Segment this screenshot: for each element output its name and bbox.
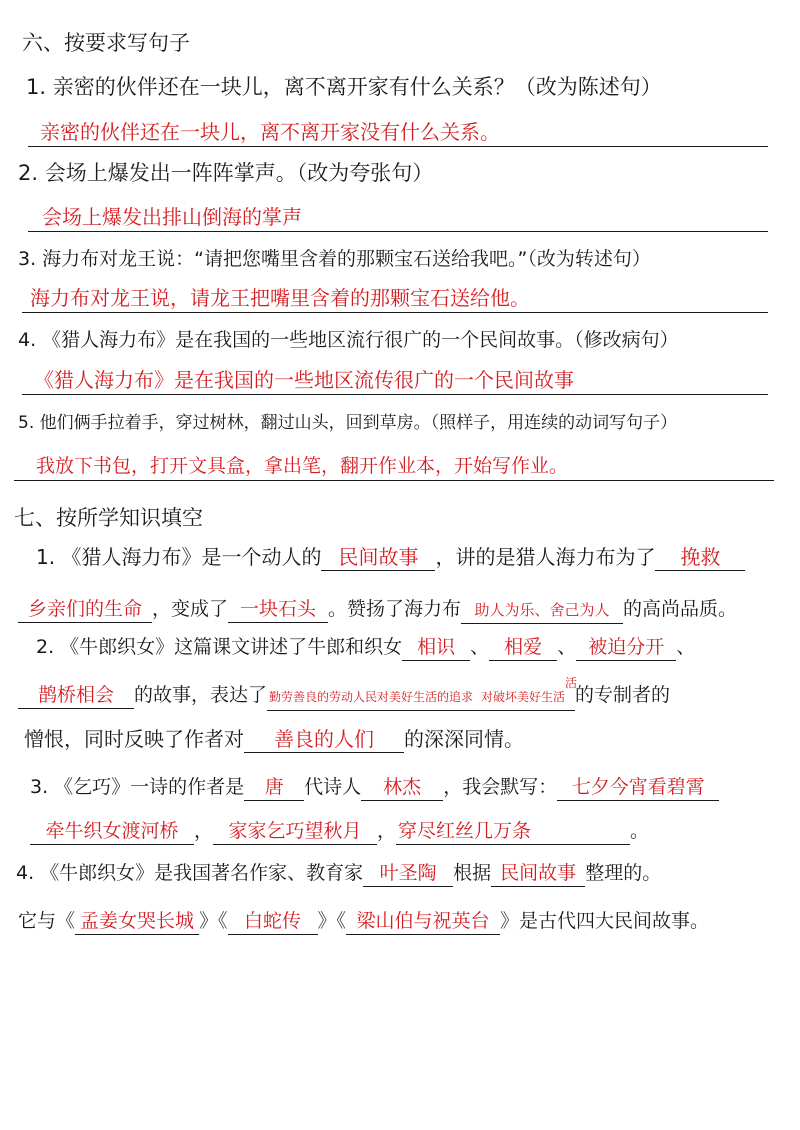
- s6-q5-answer: 我放下书包，打开文具盒，拿出笔，翻开作业本，开始写作业。: [36, 455, 569, 477]
- s7-q1-prefix: 1. 《猎人海力布》是一个动人的: [36, 545, 322, 569]
- s7-q2-blank-love: 相爱: [489, 634, 557, 661]
- s7-q4-sep1: 》《: [199, 910, 228, 932]
- s7-q1-blank-villagers: 乡亲们的生命: [18, 596, 152, 623]
- s7-q3-blank-line2: 牵牛织女渡河桥: [30, 818, 194, 845]
- s7-q3-blank-author: 林杰: [361, 774, 443, 801]
- s7-q3-end: 。: [630, 820, 650, 842]
- s7-q1-mid: ，讲的是猎人海力布为了: [435, 545, 656, 569]
- s7-q2-line2: [18, 676, 800, 711]
- s7-q2-line3: [24, 724, 800, 754]
- s7-q1-blank-stone: 一块石头: [228, 596, 328, 623]
- s7-q3-poet: 代诗人: [304, 776, 362, 798]
- s6-q2-answer-line: [28, 231, 768, 232]
- s7-q2-sep1: 、: [470, 636, 490, 658]
- s6-q2-answer: 会场上爆发出排山倒海的掌声: [42, 205, 302, 229]
- s7-q2-hatred: 憎恨，同时反映了作者对: [24, 727, 244, 751]
- s7-q3-sep1: ，: [194, 820, 214, 842]
- s6-q3-answer-line: [22, 312, 768, 313]
- s7-q3-recite: ，我会默写：: [443, 776, 558, 798]
- s7-q1-line1: [36, 542, 800, 572]
- section-7-title: 七、按所学知识填空: [14, 506, 203, 530]
- s7-q2-insert-mark: 活: [565, 676, 578, 690]
- section-6-title: 六、按要求写句子: [22, 31, 190, 55]
- s7-q4-blank-source: 民间故事: [491, 860, 585, 887]
- s7-q4-compiled: 整理的。: [585, 862, 662, 884]
- s7-q1-praise: 。赞扬了海力布: [328, 598, 462, 620]
- s7-q3-blank-line1: 七夕今宵看碧霄: [557, 774, 719, 801]
- s7-q4-blank-mengjiang: 孟姜女哭长城: [75, 908, 199, 935]
- s7-q3-sep2: ，: [377, 820, 397, 842]
- s7-q2-blank-destroy-text: 对破坏美好生活: [481, 690, 566, 704]
- s7-q4-sep2: 》《: [317, 910, 347, 932]
- s7-q3-prefix: 3. 《乞巧》一诗的作者是: [30, 776, 245, 798]
- s6-q1-text: 1. 亲密的伙伴还在一块儿，离不离开家有什么关系？（改为陈述句）: [26, 75, 662, 99]
- s7-q4-blank-white-snake: 白蛇传: [228, 908, 318, 935]
- s7-q2-blank-pursuit: 勤劳善良的劳动人民对美好生活的追求: [267, 684, 471, 711]
- s7-q1-end: 的高尚品质。: [623, 598, 738, 620]
- s7-q2-sep3: 、: [676, 636, 696, 658]
- s7-q2-blank-meet: 相识: [402, 634, 470, 661]
- s7-q4-based-on: 根据: [453, 862, 492, 884]
- s7-q4-line1: [16, 858, 800, 888]
- s7-q4-with: 它与《: [18, 910, 76, 932]
- s7-q1-line2: [18, 594, 800, 624]
- s7-q4-blank-liang-zhu: 梁山伯与祝英台: [346, 908, 500, 935]
- s7-q1-blank-quality: 助人为乐、舍己为人: [461, 597, 623, 624]
- s7-q2-tyrant: 的专制者的: [575, 684, 671, 706]
- s7-q4-end: 》是古代四大民间故事。: [500, 910, 710, 932]
- s7-q3-line2: [30, 816, 800, 846]
- s7-q1-blank-save: 挽救: [655, 544, 745, 571]
- s7-q4-line2: [18, 906, 800, 936]
- s6-q4-answer-line: [22, 394, 768, 395]
- s6-q1-answer: 亲密的伙伴还在一块儿，离不离开家没有什么关系。: [40, 120, 500, 144]
- s7-q3-blank-line3: 家家乞巧望秋月: [213, 818, 377, 845]
- s7-q2-sympathy: 的深深同情。: [404, 727, 524, 751]
- s7-q2-blank-magpie: 鹊桥相会: [18, 682, 134, 709]
- s7-q3-blank-dynasty: 唐: [244, 774, 304, 801]
- s6-q4-text: 4. 《猎人海力布》是在我国的一些地区流行很广的一个民间故事。（修改病句）: [18, 329, 679, 351]
- s6-q5-answer-line: [14, 480, 774, 481]
- s6-q5-text: 5. 他们俩手拉着手，穿过树林，翻过山头，回到草房。（照样子，用连续的动词写句子）: [18, 413, 678, 433]
- s6-q3-text: 3. 海力布对龙王说：“请把您嘴里含着的那颗宝石送给我吧。”（改为转述句）: [18, 248, 651, 270]
- s7-q3-line1: [30, 772, 800, 802]
- s6-q2-text: 2. 会场上爆发出一阵阵掌声。（改为夸张句）: [18, 161, 434, 185]
- s7-q2-story: 的故事，表达了: [134, 684, 268, 706]
- s7-q2-prefix: 2. 《牛郎织女》这篇课文讲述了牛郎和织女: [36, 636, 403, 658]
- s7-q2-blank-separated: 被迫分开: [576, 634, 676, 661]
- s6-q4-answer: 《猎人海力布》是在我国的一些地区流传很广的一个民间故事: [34, 368, 574, 392]
- s7-q3-blank-line4: 穿尽红丝几万条: [396, 818, 630, 845]
- s7-q2-blank-kind-people: 善良的人们: [244, 726, 404, 753]
- s7-q1-blank-folk-tale: 民间故事: [321, 544, 435, 571]
- s7-q4-blank-author: 叶圣陶: [363, 860, 453, 887]
- s6-q1-answer-line: [28, 146, 768, 147]
- s7-q2-line1: [36, 632, 800, 662]
- s6-q3-answer: 海力布对龙王说，请龙王把嘴里含着的那颗宝石送给他。: [30, 286, 530, 310]
- s7-q1-became: ，变成了: [152, 598, 229, 620]
- s7-q2-blank-destroy: [471, 676, 578, 711]
- s7-q2-sep2: 、: [557, 636, 577, 658]
- s7-q4-prefix: 4. 《牛郎织女》是我国著名作家、教育家: [16, 862, 364, 884]
